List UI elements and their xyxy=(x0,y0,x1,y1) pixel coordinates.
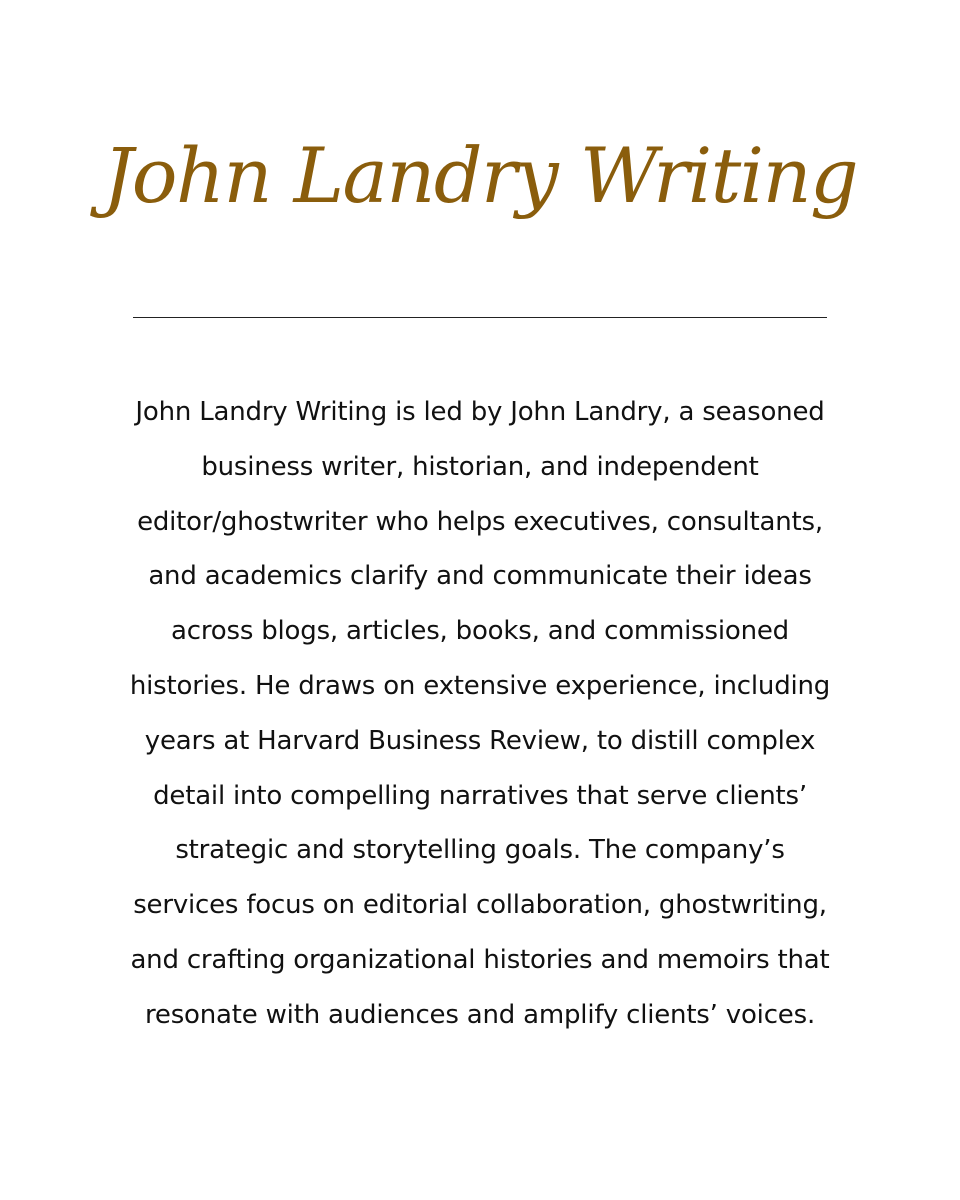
description-line: resonate with audiences and amplify clients’ voices. xyxy=(144,999,816,1030)
description-line: John Landry Writing is led by John Landry, a seasoned xyxy=(135,397,825,427)
description-paragraph xyxy=(60,385,900,1043)
brand-title: John Landry Writing xyxy=(102,131,858,220)
description-line: services focus on editorial collaboration, ghostwriting, xyxy=(133,890,827,921)
description-line: and academics clarify and communicate their ideas xyxy=(148,561,812,592)
description-line: editor/ghostwriter who helps executives, consultants, xyxy=(137,506,823,537)
description-line: and crafting organizational histories and memoirs that xyxy=(130,944,830,975)
description-line: histories. He draws on extensive experience, including xyxy=(129,670,831,701)
description-line: years at Harvard Business Review, to distill complex xyxy=(144,725,816,756)
description-line: business writer, historian, and independent xyxy=(201,451,759,482)
description-line: detail into compelling narratives that serve clients’ xyxy=(153,780,807,811)
description-line: across blogs, articles, books, and commissioned xyxy=(171,616,789,647)
divider xyxy=(133,317,827,318)
description-line: strategic and storytelling goals. The company’s xyxy=(175,835,785,866)
